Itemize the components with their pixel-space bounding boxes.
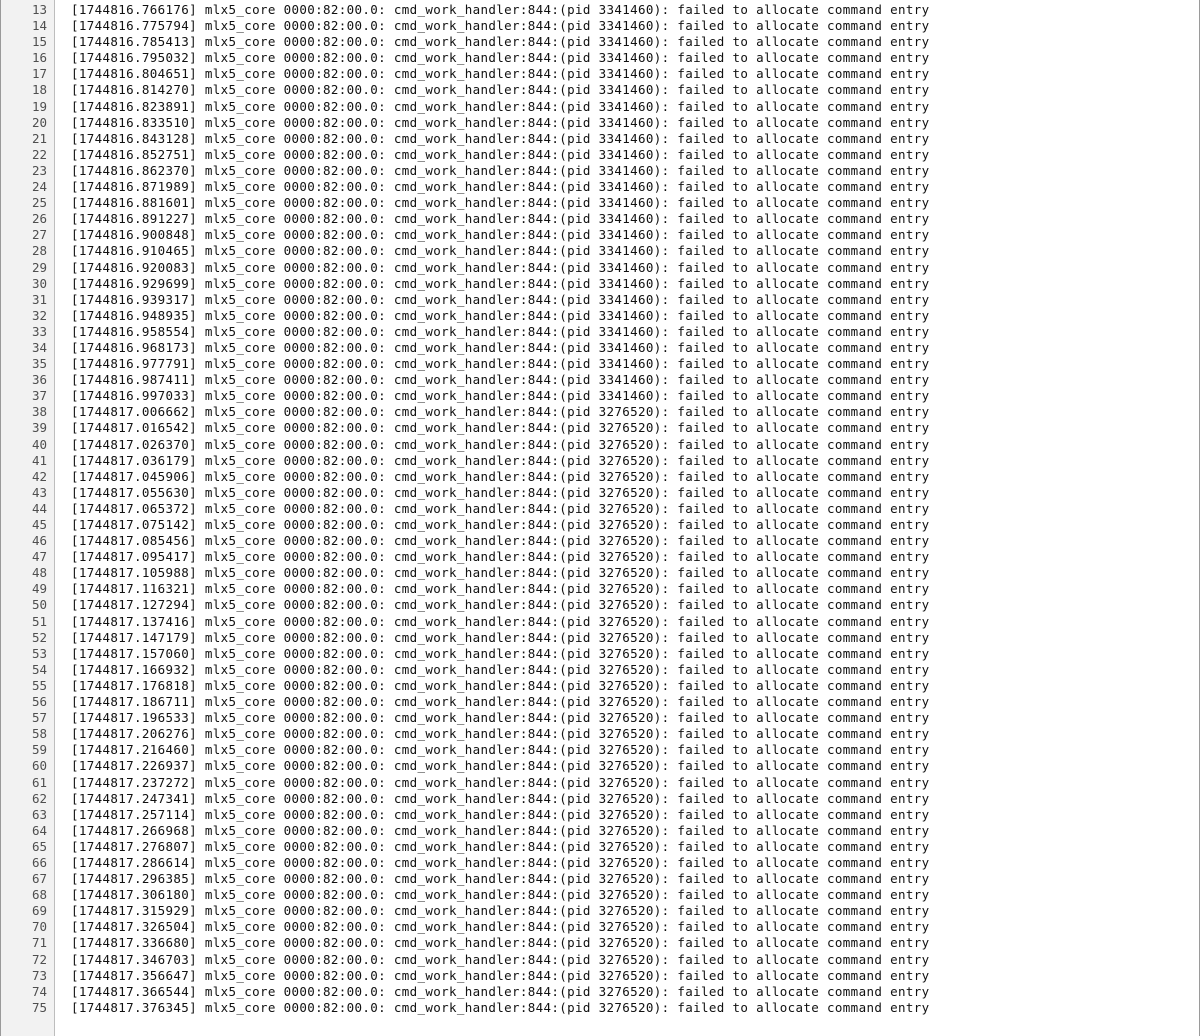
log-line[interactable]: [1744817.266968] mlx5_core 0000:82:00.0: cmd_work_handler:844:(pid 3276520): failed to allocate command entry	[71, 822, 930, 838]
line-number: 46	[31, 533, 47, 549]
line-number: 51	[31, 613, 47, 629]
line-number: 35	[31, 356, 47, 372]
line-number: 56	[31, 694, 47, 710]
line-number: 22	[31, 146, 47, 162]
line-number: 71	[31, 935, 47, 951]
line-number: 50	[31, 597, 47, 613]
log-line[interactable]: [1744816.843128] mlx5_core 0000:82:00.0: cmd_work_handler:844:(pid 3341460): failed to allocate command entry	[71, 130, 930, 146]
line-number: 70	[31, 919, 47, 935]
log-line[interactable]: [1744817.095417] mlx5_core 0000:82:00.0: cmd_work_handler:844:(pid 3276520): failed to allocate command entry	[71, 549, 930, 565]
line-number: 75	[31, 999, 47, 1015]
line-number: 37	[31, 388, 47, 404]
log-line[interactable]: [1744817.085456] mlx5_core 0000:82:00.0: cmd_work_handler:844:(pid 3276520): failed to allocate command entry	[71, 533, 930, 549]
log-line[interactable]: [1744817.216460] mlx5_core 0000:82:00.0: cmd_work_handler:844:(pid 3276520): failed to allocate command entry	[71, 742, 930, 758]
log-line[interactable]: [1744817.186711] mlx5_core 0000:82:00.0: cmd_work_handler:844:(pid 3276520): failed to allocate command entry	[71, 694, 930, 710]
log-line[interactable]: [1744816.785413] mlx5_core 0000:82:00.0: cmd_work_handler:844:(pid 3341460): failed to allocate command entry	[71, 34, 930, 50]
line-number: 59	[31, 742, 47, 758]
line-number: 69	[31, 903, 47, 919]
log-line[interactable]: [1744817.065372] mlx5_core 0000:82:00.0: cmd_work_handler:844:(pid 3276520): failed to allocate command entry	[71, 500, 930, 516]
log-line[interactable]: [1744817.137416] mlx5_core 0000:82:00.0: cmd_work_handler:844:(pid 3276520): failed to allocate command entry	[71, 613, 930, 629]
log-line[interactable]: [1744816.948935] mlx5_core 0000:82:00.0: cmd_work_handler:844:(pid 3341460): failed to allocate command entry	[71, 307, 930, 323]
line-number: 65	[31, 838, 47, 854]
log-line[interactable]: [1744817.006662] mlx5_core 0000:82:00.0: cmd_work_handler:844:(pid 3276520): failed to allocate command entry	[71, 404, 930, 420]
line-number: 47	[31, 549, 47, 565]
line-number: 31	[31, 291, 47, 307]
log-line[interactable]: [1744816.968173] mlx5_core 0000:82:00.0: cmd_work_handler:844:(pid 3341460): failed to allocate command entry	[71, 339, 930, 355]
log-line[interactable]: [1744816.862370] mlx5_core 0000:82:00.0: cmd_work_handler:844:(pid 3341460): failed to allocate command entry	[71, 162, 930, 178]
line-number: 62	[31, 790, 47, 806]
log-line[interactable]: [1744816.804651] mlx5_core 0000:82:00.0: cmd_work_handler:844:(pid 3341460): failed to allocate command entry	[71, 66, 930, 82]
line-number: 63	[31, 806, 47, 822]
line-number: 54	[31, 661, 47, 677]
log-line[interactable]: [1744816.910465] mlx5_core 0000:82:00.0: cmd_work_handler:844:(pid 3341460): failed to allocate command entry	[71, 243, 930, 259]
line-number: 14	[31, 18, 47, 34]
line-number: 73	[31, 967, 47, 983]
line-number: 28	[31, 243, 47, 259]
line-number: 18	[31, 82, 47, 98]
line-number: 72	[31, 951, 47, 967]
log-line[interactable]: [1744816.766176] mlx5_core 0000:82:00.0: cmd_work_handler:844:(pid 3341460): failed to allocate command entry	[71, 2, 930, 17]
line-number: 41	[31, 452, 47, 468]
log-line[interactable]: [1744817.045906] mlx5_core 0000:82:00.0: cmd_work_handler:844:(pid 3276520): failed to allocate command entry	[71, 468, 930, 484]
line-number: 39	[31, 420, 47, 436]
log-line[interactable]: [1744817.147179] mlx5_core 0000:82:00.0: cmd_work_handler:844:(pid 3276520): failed to allocate command entry	[71, 629, 930, 645]
log-content[interactable]	[55, 0, 1199, 1036]
line-number: 67	[31, 871, 47, 887]
line-number: 45	[31, 517, 47, 532]
log-line[interactable]: [1744816.891227] mlx5_core 0000:82:00.0: cmd_work_handler:844:(pid 3341460): failed to allocate command entry	[71, 211, 930, 227]
log-line[interactable]: [1744817.376345] mlx5_core 0000:82:00.0: cmd_work_handler:844:(pid 3276520): failed to allocate command entry	[71, 999, 930, 1015]
log-line[interactable]: [1744816.977791] mlx5_core 0000:82:00.0: cmd_work_handler:844:(pid 3341460): failed to allocate command entry	[71, 356, 930, 372]
line-number: 60	[31, 758, 47, 774]
line-number: 55	[31, 677, 47, 693]
line-number: 52	[31, 629, 47, 645]
line-number: 61	[31, 774, 47, 790]
line-number: 24	[31, 179, 47, 195]
log-line[interactable]: [1744817.247341] mlx5_core 0000:82:00.0: cmd_work_handler:844:(pid 3276520): failed to allocate command entry	[71, 790, 930, 806]
line-number: 21	[31, 130, 47, 146]
line-number: 38	[31, 404, 47, 420]
line-number-gutter	[1, 0, 55, 1036]
line-number: 13	[31, 2, 47, 17]
log-line[interactable]: [1744817.196533] mlx5_core 0000:82:00.0: cmd_work_handler:844:(pid 3276520): failed to allocate command entry	[71, 710, 930, 726]
log-line[interactable]: [1744817.055630] mlx5_core 0000:82:00.0: cmd_work_handler:844:(pid 3276520): failed to allocate command entry	[71, 484, 930, 500]
line-number: 15	[31, 34, 47, 50]
log-line[interactable]: [1744816.929699] mlx5_core 0000:82:00.0: cmd_work_handler:844:(pid 3341460): failed to allocate command entry	[71, 275, 930, 291]
log-line[interactable]: [1744817.356647] mlx5_core 0000:82:00.0: cmd_work_handler:844:(pid 3276520): failed to allocate command entry	[71, 967, 930, 983]
log-line[interactable]: [1744817.036179] mlx5_core 0000:82:00.0: cmd_work_handler:844:(pid 3276520): failed to allocate command entry	[71, 452, 930, 468]
line-number: 33	[31, 323, 47, 339]
log-line[interactable]: [1744817.306180] mlx5_core 0000:82:00.0: cmd_work_handler:844:(pid 3276520): failed to allocate command entry	[71, 887, 930, 903]
line-number: 44	[31, 500, 47, 516]
log-line[interactable]: [1744816.997033] mlx5_core 0000:82:00.0: cmd_work_handler:844:(pid 3341460): failed to allocate command entry	[71, 388, 930, 404]
line-number: 23	[31, 162, 47, 178]
line-number: 16	[31, 50, 47, 66]
log-line[interactable]: [1744817.157060] mlx5_core 0000:82:00.0: cmd_work_handler:844:(pid 3276520): failed to allocate command entry	[71, 645, 930, 661]
line-number: 58	[31, 726, 47, 742]
line-number: 68	[31, 887, 47, 903]
log-line[interactable]: [1744816.833510] mlx5_core 0000:82:00.0: cmd_work_handler:844:(pid 3341460): failed to allocate command entry	[71, 114, 930, 130]
log-line[interactable]: [1744817.176818] mlx5_core 0000:82:00.0: cmd_work_handler:844:(pid 3276520): failed to allocate command entry	[71, 677, 930, 693]
line-number: 29	[31, 259, 47, 275]
log-line[interactable]: [1744817.166932] mlx5_core 0000:82:00.0: cmd_work_handler:844:(pid 3276520): failed to allocate command entry	[71, 661, 930, 677]
line-number: 30	[31, 275, 47, 291]
log-line[interactable]: [1744817.016542] mlx5_core 0000:82:00.0: cmd_work_handler:844:(pid 3276520): failed to allocate command entry	[71, 420, 930, 436]
log-line[interactable]: [1744817.296385] mlx5_core 0000:82:00.0: cmd_work_handler:844:(pid 3276520): failed to allocate command entry	[71, 871, 930, 887]
line-number: 49	[31, 581, 47, 597]
log-line[interactable]: [1744816.823891] mlx5_core 0000:82:00.0: cmd_work_handler:844:(pid 3341460): failed to allocate command entry	[71, 98, 930, 114]
log-line[interactable]: [1744816.900848] mlx5_core 0000:82:00.0: cmd_work_handler:844:(pid 3341460): failed to allocate command entry	[71, 227, 930, 243]
log-line[interactable]: [1744816.775794] mlx5_core 0000:82:00.0: cmd_work_handler:844:(pid 3341460): failed to allocate command entry	[71, 18, 930, 34]
log-line[interactable]: [1744816.958554] mlx5_core 0000:82:00.0: cmd_work_handler:844:(pid 3341460): failed to allocate command entry	[71, 323, 930, 339]
log-line[interactable]: [1744817.127294] mlx5_core 0000:82:00.0: cmd_work_handler:844:(pid 3276520): failed to allocate command entry	[71, 597, 930, 613]
line-number: 40	[31, 436, 47, 452]
line-number: 64	[31, 822, 47, 838]
log-line[interactable]: [1744817.116321] mlx5_core 0000:82:00.0: cmd_work_handler:844:(pid 3276520): failed to allocate command entry	[71, 581, 930, 597]
line-number: 57	[31, 710, 47, 726]
line-number: 17	[31, 66, 47, 82]
line-number: 53	[31, 645, 47, 661]
line-number: 19	[31, 98, 47, 114]
log-line[interactable]: [1744817.315929] mlx5_core 0000:82:00.0: cmd_work_handler:844:(pid 3276520): failed to allocate command entry	[71, 903, 930, 919]
line-number: 36	[31, 372, 47, 388]
log-line[interactable]: [1744816.881601] mlx5_core 0000:82:00.0: cmd_work_handler:844:(pid 3341460): failed to allocate command entry	[71, 195, 930, 211]
log-line[interactable]: [1744817.257114] mlx5_core 0000:82:00.0: cmd_work_handler:844:(pid 3276520): failed to allocate command entry	[71, 806, 930, 822]
log-line[interactable]: [1744816.852751] mlx5_core 0000:82:00.0: cmd_work_handler:844:(pid 3341460): failed to allocate command entry	[71, 146, 930, 162]
log-line[interactable]: [1744817.105988] mlx5_core 0000:82:00.0: cmd_work_handler:844:(pid 3276520): failed to allocate command entry	[71, 565, 930, 581]
log-line[interactable]: [1744816.795032] mlx5_core 0000:82:00.0: cmd_work_handler:844:(pid 3341460): failed to allocate command entry	[71, 50, 930, 66]
log-line[interactable]: [1744816.939317] mlx5_core 0000:82:00.0: cmd_work_handler:844:(pid 3341460): failed to allocate command entry	[71, 291, 930, 307]
line-number: 32	[31, 307, 47, 323]
line-number: 20	[31, 114, 47, 130]
log-line[interactable]: [1744816.871989] mlx5_core 0000:82:00.0: cmd_work_handler:844:(pid 3341460): failed to allocate command entry	[71, 179, 930, 195]
line-number: 27	[31, 227, 47, 243]
log-line[interactable]: [1744816.920083] mlx5_core 0000:82:00.0: cmd_work_handler:844:(pid 3341460): failed to allocate command entry	[71, 259, 930, 275]
log-line[interactable]: [1744817.336680] mlx5_core 0000:82:00.0: cmd_work_handler:844:(pid 3276520): failed to allocate command entry	[71, 935, 930, 951]
log-line[interactable]: [1744817.276807] mlx5_core 0000:82:00.0: cmd_work_handler:844:(pid 3276520): failed to allocate command entry	[71, 838, 930, 854]
line-number: 26	[31, 211, 47, 227]
line-number: 74	[31, 983, 47, 999]
log-line[interactable]: [1744817.075142] mlx5_core 0000:82:00.0: cmd_work_handler:844:(pid 3276520): failed to allocate command entry	[71, 517, 930, 532]
log-line[interactable]: [1744817.346703] mlx5_core 0000:82:00.0: cmd_work_handler:844:(pid 3276520): failed to allocate command entry	[71, 951, 930, 967]
line-number: 42	[31, 468, 47, 484]
log-line[interactable]: [1744817.226937] mlx5_core 0000:82:00.0: cmd_work_handler:844:(pid 3276520): failed to allocate command entry	[71, 758, 930, 774]
log-line[interactable]: [1744817.326504] mlx5_core 0000:82:00.0: cmd_work_handler:844:(pid 3276520): failed to allocate command entry	[71, 919, 930, 935]
log-line[interactable]: [1744817.286614] mlx5_core 0000:82:00.0: cmd_work_handler:844:(pid 3276520): failed to allocate command entry	[71, 854, 930, 870]
log-line[interactable]: [1744816.814270] mlx5_core 0000:82:00.0: cmd_work_handler:844:(pid 3341460): failed to allocate command entry	[71, 82, 930, 98]
log-line[interactable]: [1744817.237272] mlx5_core 0000:82:00.0: cmd_work_handler:844:(pid 3276520): failed to allocate command entry	[71, 774, 930, 790]
log-line[interactable]: [1744817.206276] mlx5_core 0000:82:00.0: cmd_work_handler:844:(pid 3276520): failed to allocate command entry	[71, 726, 930, 742]
line-number: 48	[31, 565, 47, 581]
line-number: 43	[31, 484, 47, 500]
line-number: 25	[31, 195, 47, 211]
line-number: 34	[31, 339, 47, 355]
log-line[interactable]: [1744816.987411] mlx5_core 0000:82:00.0: cmd_work_handler:844:(pid 3341460): failed to allocate command entry	[71, 372, 930, 388]
log-line[interactable]: [1744817.026370] mlx5_core 0000:82:00.0: cmd_work_handler:844:(pid 3276520): failed to allocate command entry	[71, 436, 930, 452]
log-line[interactable]: [1744817.366544] mlx5_core 0000:82:00.0: cmd_work_handler:844:(pid 3276520): failed to allocate command entry	[71, 983, 930, 999]
line-number: 66	[31, 854, 47, 870]
